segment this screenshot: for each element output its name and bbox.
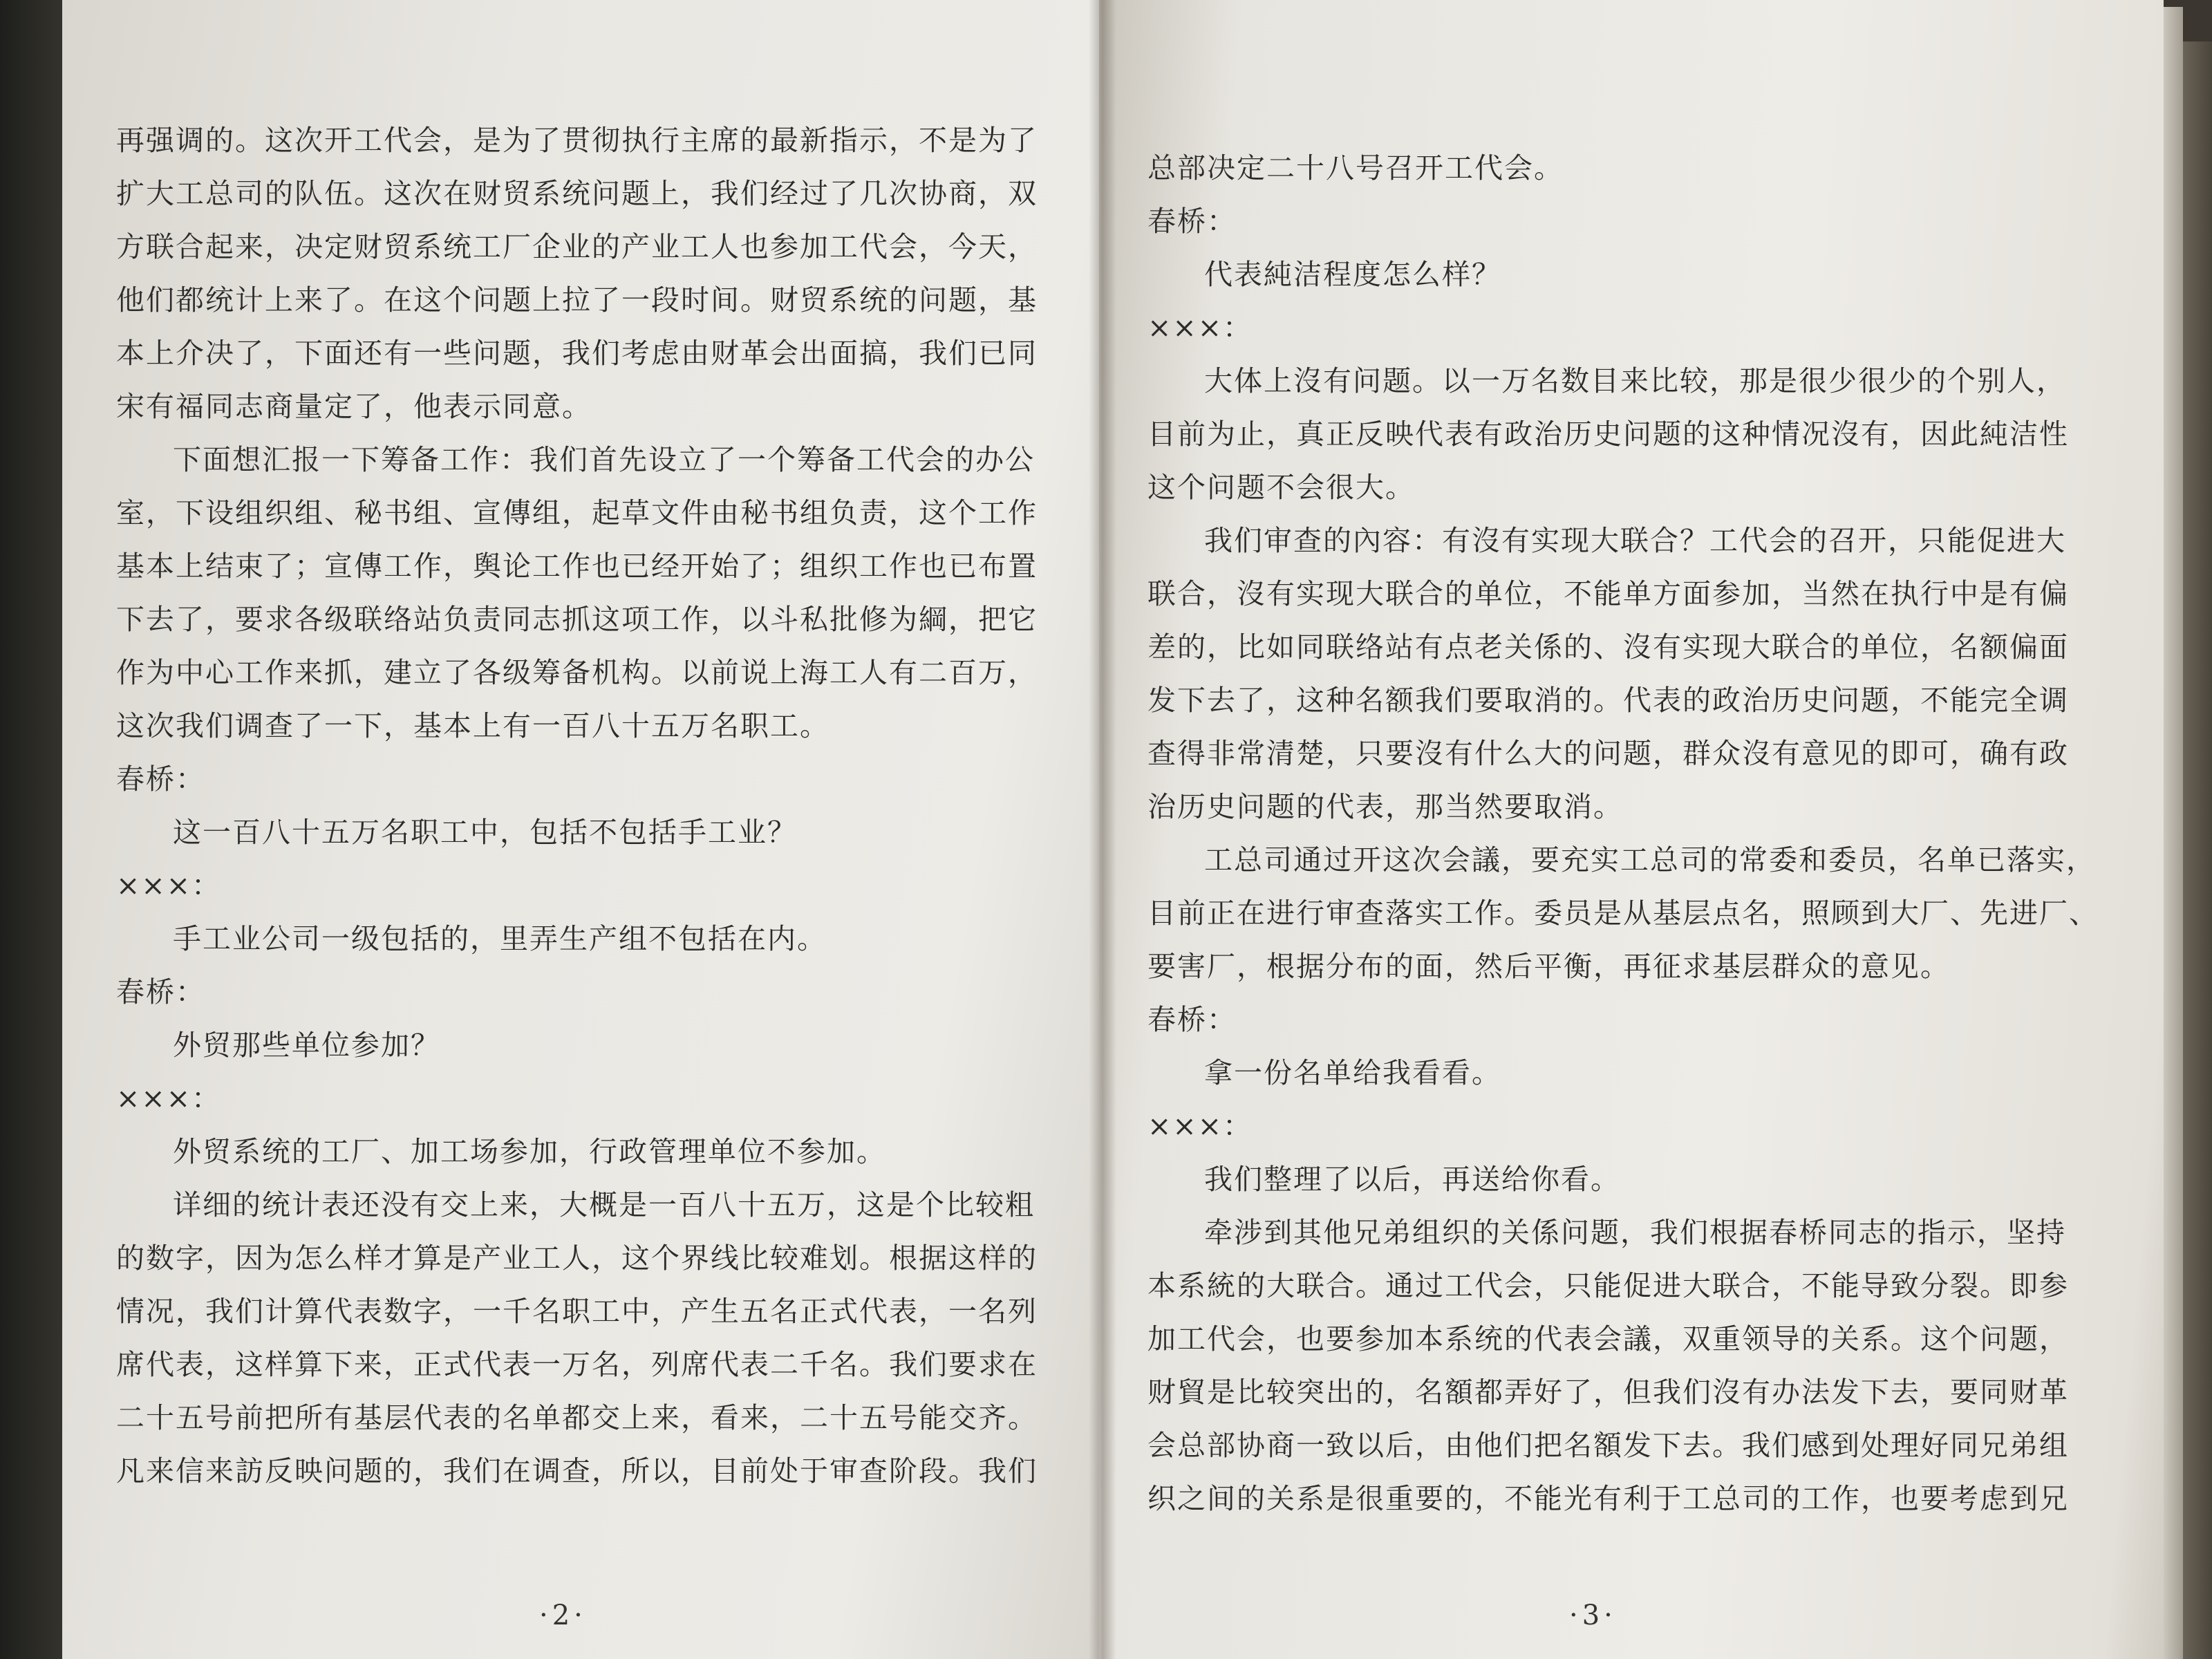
text-line: 详细的统计表还没有交上来，大概是一百八十五万，这是个比较粗 xyxy=(173,1188,1035,1221)
text-line: ×××： xyxy=(116,869,222,902)
text-line: 我们审查的內容：有沒有实现大联合？工代会的召开，只能促进大 xyxy=(1204,524,2066,557)
right-page-text xyxy=(1147,142,2122,1526)
text-line: 拿一份名单给我看看。 xyxy=(1204,1056,1501,1089)
text-line: 宋有福同志商量定了，他表示同意。 xyxy=(116,390,592,423)
text-line: 这一百八十五万名职工中，包括不包括手工业？ xyxy=(173,816,797,849)
text-line: ×××： xyxy=(116,1082,222,1115)
text-line: 本上介决了，下面还有一些问题，我们考虑由财革会出面搞，我们已同 xyxy=(116,337,1038,370)
text-line: 目前正在进行审查落实工作。委员是从基层点名，照顾到大厂、先进厂、 xyxy=(1147,897,2099,930)
text-line: 财貿是比较突出的，名額都弄好了，但我们沒有办法发下去，要同财革 xyxy=(1147,1376,2069,1409)
text-line: 总部决定二十八号召开工代会。 xyxy=(1147,151,1564,185)
text-line: 目前为止，真正反映代表有政治历史问题的这种情况沒有，因此純洁性 xyxy=(1147,418,2069,451)
left-page-number: ·2· xyxy=(539,1600,587,1631)
text-line: 要害厂，根据分布的面，然后平衡，再征求基层群众的意见。 xyxy=(1147,950,1950,983)
text-line: 春桥： xyxy=(116,975,205,1009)
text-line: ×××： xyxy=(1147,311,1253,344)
right-page xyxy=(1099,0,2164,1659)
text-line: 再强调的。这次开工代会，是为了贯彻执行主席的最新指示，不是为了 xyxy=(116,124,1038,157)
text-line: 外贸那些单位参加？ xyxy=(173,1029,440,1062)
text-line: 大体上沒有问题。以一万名数目来比较，那是很少很少的个别人， xyxy=(1204,364,2066,397)
text-line: 治历史问题的代表，那当然要取消。 xyxy=(1147,790,1623,823)
text-line: 差的，比如同联络站有点老关係的、沒有实现大联合的单位，名额偏面 xyxy=(1147,630,2069,664)
text-line: 织之间的关系是很重要的，不能光有利于工总司的工作，也要考虑到兄 xyxy=(1147,1482,2069,1515)
text-line: 手工业公司一级包括的，里弄生产组不包括在内。 xyxy=(173,922,827,955)
text-line: 基本上结束了；宣傳工作，舆论工作也已经开始了；组织工作也已布置 xyxy=(116,550,1038,583)
text-line: 春桥： xyxy=(1147,1003,1237,1036)
text-line: ×××： xyxy=(1147,1109,1253,1143)
left-page-text xyxy=(116,114,1058,1498)
text-line: 春桥： xyxy=(116,762,205,796)
text-line: 这个问题不会很大。 xyxy=(1147,471,1415,504)
text-line: 情况，我们计算代表数字，一千名职工中，产生五名正式代表，一名列 xyxy=(116,1295,1038,1328)
left-page xyxy=(62,0,1099,1659)
text-line: 代表純洁程度怎么样？ xyxy=(1204,258,1501,291)
text-line: 的数字，因为怎么样才算是产业工人，这个界线比较难划。根据这样的 xyxy=(116,1241,1038,1275)
text-line: 下去了，要求各级联络站负责同志抓这项工作，以斗私批修为綱，把它 xyxy=(116,603,1038,636)
text-line: 本系統的大联合。通过工代会，只能促进大联合，不能导致分裂。即参 xyxy=(1147,1269,2069,1302)
text-line: 席代表，这样算下来，正式代表一万名，列席代表二千名。我们要求在 xyxy=(116,1348,1038,1381)
text-line: 会总部协商一致以后，由他们把名額发下去。我们感到处理好同兄弟组 xyxy=(1147,1429,2069,1462)
text-line: 他们都统计上来了。在这个问题上拉了一段时间。财贸系统的问题，基 xyxy=(116,283,1038,317)
text-line: 二十五号前把所有基层代表的名单都交上来，看来，二十五号能交齐。 xyxy=(116,1401,1038,1434)
text-line: 发下去了，这种名额我们要取消的。代表的政治历史问题，不能完全调 xyxy=(1147,684,2069,717)
text-line: 这次我们调查了一下，基本上有一百八十五万名职工。 xyxy=(116,709,830,742)
text-line: 凡来信来訪反映问题的，我们在调查，所以，目前处于审查阶段。我们 xyxy=(116,1454,1038,1488)
text-line: 联合，沒有实现大联合的单位，不能单方面参加，当然在执行中是有偏 xyxy=(1147,577,2069,610)
text-line: 外贸系统的工厂、加工场参加，行政管理单位不参加。 xyxy=(173,1135,886,1168)
text-line: 春桥： xyxy=(1147,205,1237,238)
text-line: 我们整理了以后，再送给你看。 xyxy=(1204,1163,1620,1196)
right-page-number: ·3· xyxy=(1569,1600,1617,1631)
text-line: 查得非常清楚，只要沒有什么大的问题，群众沒有意见的即可，确有政 xyxy=(1147,737,2069,770)
text-line: 作为中心工作来抓，建立了各级筹备机构。以前说上海工人有二百万， xyxy=(116,656,1038,689)
text-line: 工总司通过开这次会議，要充实工总司的常委和委员，名单已落实， xyxy=(1204,843,2096,877)
background-left-edge xyxy=(0,0,62,1659)
text-line: 下面想汇报一下筹备工作：我们首先设立了一个筹备工代会的办公 xyxy=(173,443,1035,476)
text-line: 牵涉到其他兄弟组织的关係问题，我们根据春桥同志的指示，坚持 xyxy=(1204,1216,2066,1249)
text-line: 扩大工总司的队伍。这次在财贸系统问题上，我们经过了几次协商，双 xyxy=(116,177,1038,210)
text-line: 方联合起来，决定财贸系统工厂企业的产业工人也参加工代会，今天， xyxy=(116,230,1038,263)
text-line: 室，下设组织组、秘书组、宣傳组，起草文件由秘书组负责，这个工作 xyxy=(116,496,1038,529)
text-line: 加工代会，也要参加本系统的代表会議，双重领导的关系。这个问题， xyxy=(1147,1322,2069,1356)
